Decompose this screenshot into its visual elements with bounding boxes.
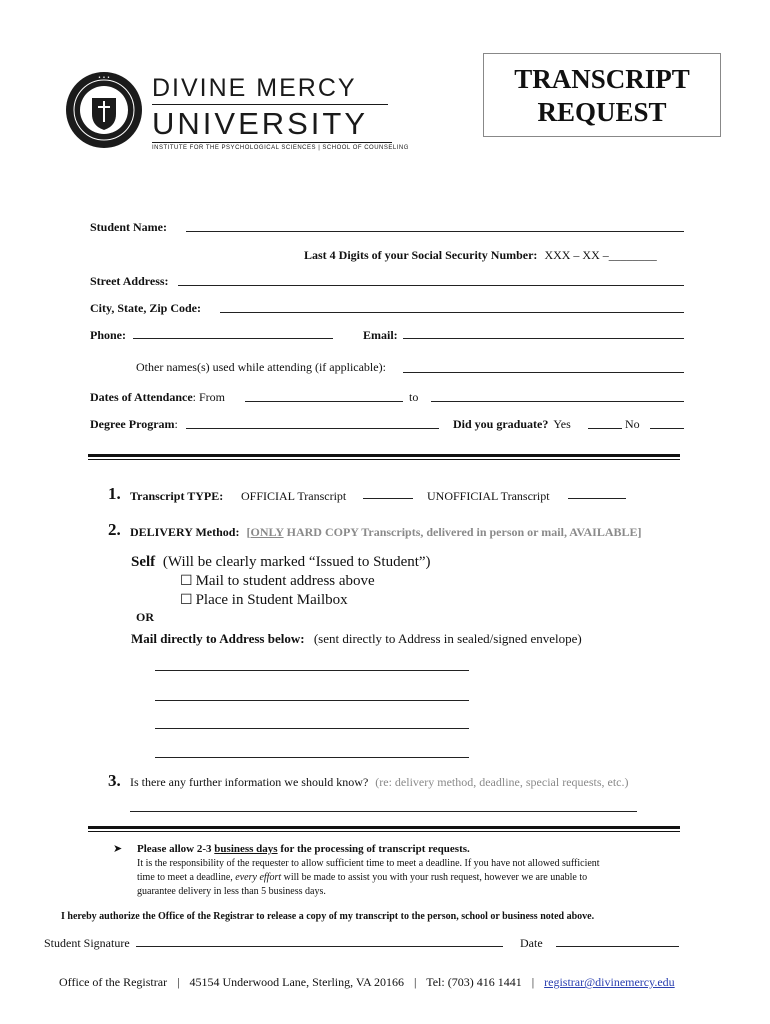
form-title-line2: REQUEST	[537, 97, 667, 127]
delivery-method-label: DELIVERY Method:	[130, 525, 240, 539]
section-divider	[88, 454, 680, 457]
student-name-label: Student Name:	[90, 220, 167, 234]
mail-direct-label: Mail directly to Address below:	[131, 631, 305, 646]
signature-label: Student Signature	[44, 936, 130, 950]
date-label: Date	[520, 936, 543, 950]
seal-lettering: • • •	[97, 75, 111, 81]
further-info-row	[130, 775, 629, 790]
footer-address: 45154 Underwood Lane, Sterling, VA 20166	[189, 975, 405, 989]
address-line-1[interactable]	[155, 670, 469, 671]
address-line-4[interactable]	[155, 757, 469, 758]
delivery-note-rest: HARD COPY Transcripts, delivered in person or mail, AVAILABLE]	[283, 525, 642, 539]
city-state-zip-field[interactable]	[220, 312, 684, 313]
graduate-no-label: No	[625, 417, 640, 431]
form-title-box	[483, 53, 721, 137]
university-name-line2: UNIVERSITY	[152, 106, 369, 141]
footer-tel: Tel: (703) 416 1441	[426, 975, 522, 989]
dates-from-label: : From	[192, 390, 225, 404]
notice-line2	[137, 871, 600, 885]
degree-colon: :	[174, 417, 178, 431]
date-field[interactable]	[556, 946, 679, 947]
self-row	[131, 554, 431, 571]
mail-checkbox-icon[interactable]: ☐	[180, 574, 193, 589]
notice-lead-post: for the processing of transcript requests.	[277, 843, 470, 855]
street-address-field[interactable]	[178, 285, 684, 286]
degree-program-field[interactable]	[186, 428, 439, 429]
degree-row	[90, 417, 178, 432]
delivery-note-open: [	[246, 525, 251, 539]
official-label: OFFICIAL Transcript	[241, 489, 347, 503]
option-mail-row[interactable]	[180, 573, 375, 590]
section-divider-thin	[88, 459, 680, 460]
footer-sep-2: |	[414, 975, 417, 989]
notice-lead	[137, 843, 470, 855]
notice-lead-pre: Please allow 2-3	[137, 843, 215, 855]
mail-direct-row	[131, 631, 582, 647]
footer-sep-3: |	[531, 975, 535, 989]
form-title-line1: TRANSCRIPT	[514, 64, 690, 94]
unofficial-field[interactable]	[568, 498, 626, 499]
notice-line2-italic: every effort	[235, 872, 282, 883]
notice-line2-post: will be made to assist you with your rush request, however we are unable to	[281, 872, 588, 883]
mailbox-checkbox-icon[interactable]: ☐	[180, 593, 193, 608]
university-name	[152, 74, 409, 151]
notice-divider-thin	[88, 831, 680, 832]
further-info-question: Is there any further information we should know?	[130, 775, 369, 789]
self-note: (Will be clearly marked “Issued to Student”)	[162, 554, 431, 570]
delivery-method-row	[130, 525, 642, 540]
dates-row	[90, 390, 225, 405]
city-state-zip-label: City, State, Zip Code:	[90, 301, 201, 315]
further-info-field[interactable]	[130, 811, 637, 812]
graduate-no-field[interactable]	[650, 428, 684, 429]
section2-number: 2.	[108, 520, 121, 539]
notice-lead-underlined: business days	[214, 843, 278, 855]
notice-line2-pre: time to meet a deadline,	[137, 872, 236, 883]
official-field[interactable]	[363, 498, 413, 499]
delivery-note	[246, 525, 641, 539]
delivery-note-only: ONLY	[250, 525, 284, 539]
street-address-label: Street Address:	[90, 274, 169, 288]
email-label: Email:	[363, 328, 398, 342]
signature-field[interactable]	[136, 946, 503, 947]
unofficial-label: UNOFFICIAL Transcript	[427, 489, 550, 503]
address-line-2[interactable]	[155, 700, 469, 701]
notice-body	[137, 857, 600, 899]
graduate-label: Did you graduate?	[453, 417, 549, 431]
notice-line3: guarantee delivery in less than 5 business days.	[137, 886, 326, 897]
student-name-field[interactable]	[186, 231, 684, 232]
section1-number: 1.	[108, 484, 121, 503]
phone-label: Phone:	[90, 328, 126, 342]
degree-label: Degree Program	[90, 417, 175, 431]
self-label: Self	[131, 554, 156, 570]
address-line-3[interactable]	[155, 728, 469, 729]
option-mail-label: Mail to student address above	[195, 573, 375, 589]
ssn-field[interactable]: XXX – XX –________	[544, 248, 657, 262]
option-mailbox-row[interactable]	[180, 592, 348, 609]
other-names-label: Other names(s) used while attending (if applicable):	[136, 360, 386, 374]
footer-email-link[interactable]: registrar@divinemercy.edu	[544, 975, 675, 989]
authorization-statement: I hereby authorize the Office of the Registrar to release a copy of my transcript to the person, school or business noted above.	[61, 911, 595, 922]
option-mailbox-label: Place in Student Mailbox	[195, 592, 348, 608]
footer	[59, 975, 675, 990]
other-names-field[interactable]	[403, 372, 684, 373]
notice-line1: It is the responsibility of the requester to allow sufficient time to meet a deadline. If you have not allowed sufficient	[137, 858, 600, 869]
dates-to-field[interactable]	[431, 401, 684, 402]
logo-rule-bottom	[152, 142, 392, 143]
graduate-row	[453, 417, 571, 432]
ssn-row	[304, 248, 657, 263]
logo-rule	[152, 104, 388, 105]
or-label: OR	[136, 610, 154, 624]
mail-direct-note: (sent directly to Address in sealed/signed envelope)	[313, 631, 582, 646]
university-seal	[64, 70, 144, 150]
footer-office: Office of the Registrar	[59, 975, 168, 989]
dates-to-label: to	[409, 390, 419, 404]
dates-label: Dates of Attendance	[90, 390, 193, 404]
university-tagline: INSTITUTE FOR THE PSYCHOLOGICAL SCIENCES | SCHOOL OF COUNSELING	[152, 145, 409, 151]
email-field[interactable]	[403, 338, 684, 339]
graduate-yes-label: Yes	[553, 417, 571, 431]
further-info-hint: (re: delivery method, deadline, special requests, etc.)	[375, 775, 629, 789]
footer-sep-1: |	[177, 975, 180, 989]
section3-number: 3.	[108, 771, 121, 790]
dates-from-field[interactable]	[245, 401, 403, 402]
notice-arrow-icon: ➤	[113, 843, 123, 855]
graduate-yes-field[interactable]	[588, 428, 622, 429]
transcript-type-label: Transcript TYPE:	[130, 489, 224, 503]
university-name-line1: DIVINE MERCY	[152, 74, 357, 102]
phone-field[interactable]	[133, 338, 333, 339]
notice-divider	[88, 826, 680, 829]
ssn-label: Last 4 Digits of your Social Security Number:	[304, 248, 538, 262]
